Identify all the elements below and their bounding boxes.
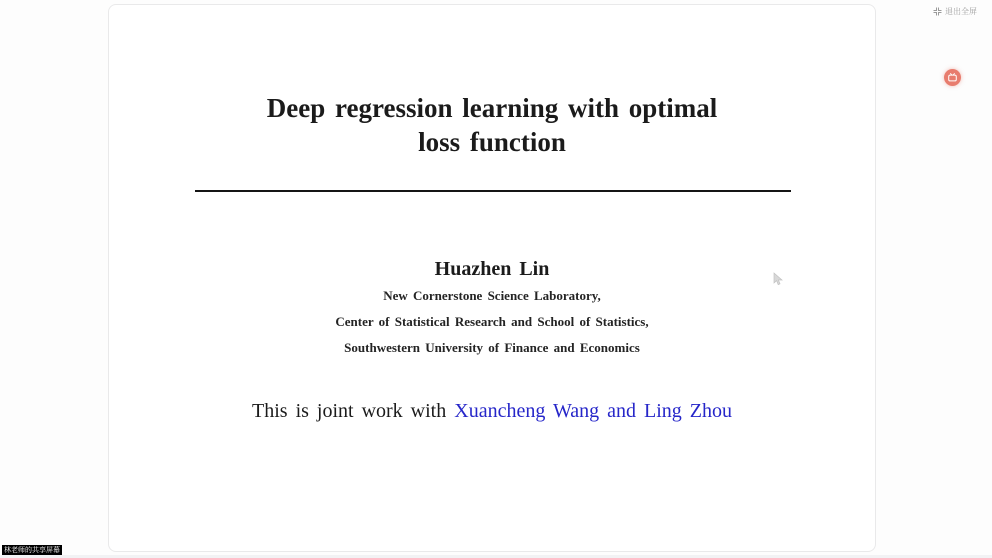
title-divider bbox=[195, 190, 791, 192]
affiliation-line: Center of Statistical Research and School of Statistics, bbox=[335, 314, 649, 329]
joint-work-line bbox=[109, 400, 875, 423]
affiliation-line: New Cornerstone Science Laboratory, bbox=[383, 288, 601, 303]
exit-fullscreen-button[interactable] bbox=[933, 6, 977, 17]
joint-work-prefix: This is joint work with bbox=[252, 400, 455, 422]
author-block bbox=[109, 255, 875, 361]
slide-title bbox=[109, 91, 875, 159]
author-name: Huazhen Lin bbox=[434, 258, 550, 280]
exit-fullscreen-label: 退出全屏 bbox=[945, 7, 977, 16]
joint-work-names: Xuancheng Wang and Ling Zhou bbox=[454, 400, 732, 422]
exit-fullscreen-icon bbox=[933, 7, 942, 16]
slide-title-line2: loss function bbox=[418, 127, 566, 157]
live-platform-logo[interactable] bbox=[944, 69, 961, 86]
shared-screen-badge: 林老师的共享屏幕 bbox=[4, 546, 60, 554]
mouse-cursor-icon bbox=[773, 272, 784, 291]
tv-logo-icon bbox=[948, 73, 957, 82]
shared-slide-panel bbox=[108, 4, 876, 552]
slide-title-line1: Deep regression learning with optimal bbox=[266, 93, 718, 123]
affiliation-line: Southwestern University of Finance and Economics bbox=[344, 340, 640, 355]
